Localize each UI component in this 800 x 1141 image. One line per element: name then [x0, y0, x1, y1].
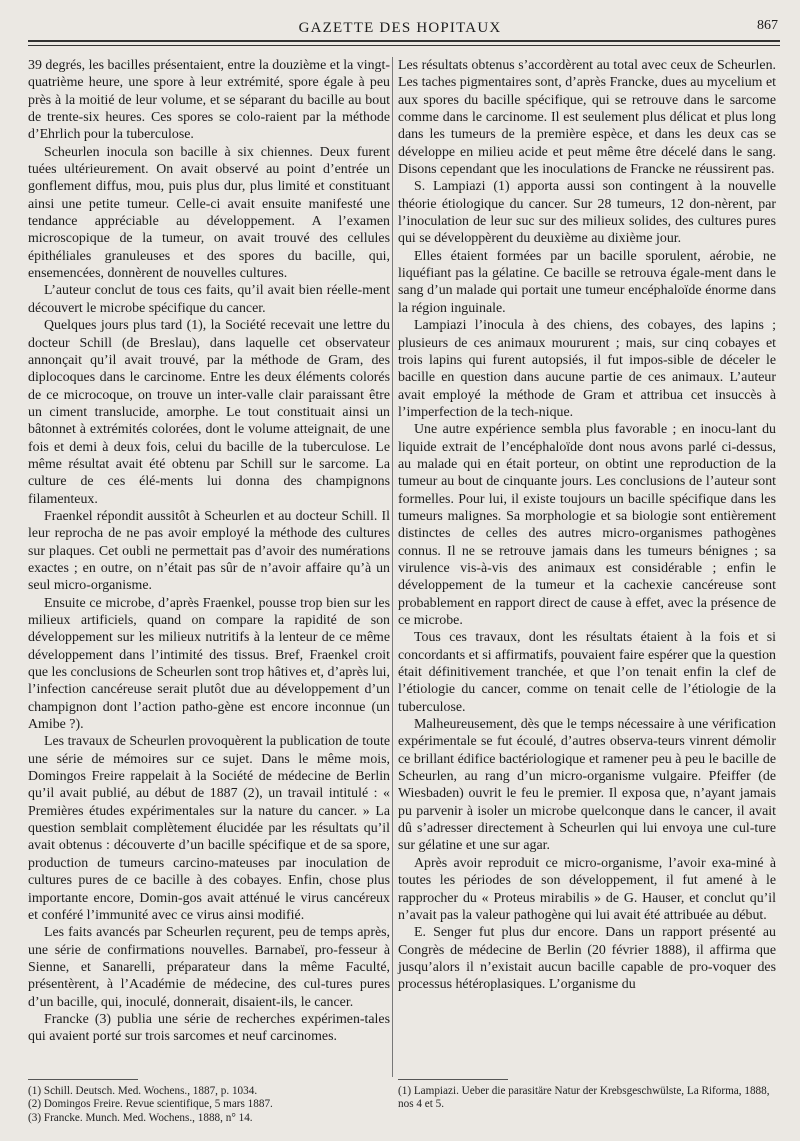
paragraph: S. Lampiazi (1) apporta aussi son contingent à la nouvelle théorie étiologique du cancer. Sur 28 tumeurs, 12 don-nèrent, par l’inoculation de leur suc sur des milieux solides, des cultures pures qui se développèrent du deuxième au dixième jour.: [398, 179, 776, 247]
header-rule-thin: [28, 45, 780, 46]
right-column: [398, 57, 776, 994]
footnote-rule-left: [28, 1079, 138, 1080]
paragraph: Les faits avancés par Scheurlen reçurent, peu de temps après, une série de confirmations nouvelles. Barnabeï, pro-fesseur à Sienne, et Sanarelli, préparateur dans la même Faculté, présentèrent, à l’Académie de médecine, des cul-tures pures d’un bacille, qui, inoculé, donnerait, disaient-ils, le cancer.: [28, 925, 390, 1010]
right-footnotes: [398, 1085, 776, 1112]
left-footnotes: [28, 1085, 388, 1125]
paragraph: Elles étaient formées par un bacille sporulent, aérobie, ne liquéfiant pas la gélatine. Ce bacille se retrouva égale-ment dans le sang d’un malade qui portait une tumeur encéphaloïde énorme dans la région inguinale.: [398, 248, 776, 316]
paragraph: Francke (3) publia une série de recherches expérimen-tales qui avaient porté sur trois sarcomes et neuf carcinomes.: [28, 1011, 390, 1045]
journal-title: GAZETTE DES HOPITAUX: [298, 20, 502, 36]
paragraph: Après avoir reproduit ce micro-organisme, l’avoir exa-miné à toutes les périodes de son développement, il fut amené à le rapprocher du « Proteus mirabilis » de G. Hauser, et conclut qu’il n’avait pas la valeur pathogène qui lui avait été attribuée au début.: [398, 855, 776, 923]
paragraph: Fraenkel répondit aussitôt à Scheurlen et au docteur Schill. Il leur reprocha de ne pas avoir employé la méthode des cultures sur plaques. Cet oubli ne permettait pas d’avoir des numérations exactes ; en outre, on n’était pas sûr de n’avoir affaire qu’à un seul micro-organisme.: [28, 508, 390, 594]
footnote: (2) Domingos Freire. Revue scientifique, 5 mars 1887.: [28, 1098, 273, 1111]
paragraph: Les résultats obtenus s’accordèrent au total avec ceux de Scheurlen. Les taches pigmentaires sont, d’après Francke, dues au mycelium et aux spores du bacille spécifique, qui se retrouve dans le sarcome comme dans le carcinome. Il est seulement plus délicat et plus long dans les tumeurs de la première espèce, et dans les deux cas se développe en milieu acide et peut même être décelé dans le sang. Disons cependant que les inoculations de Francke ne réussirent pas.: [398, 58, 776, 178]
paragraph: Lampiazi l’inocula à des chiens, des cobayes, des lapins ; plusieurs de ces animaux moururent ; mais, sur cinq cobayes et trois lapins qui furent autopsiés, il fut impos-sible de déceler le bacille en question dans aucune partie de ces animaux. L’auteur avait employé la méthode de Gram et attribua cet insuccès à l’imperfection de la tech-nique.: [398, 318, 776, 420]
paragraph: L’auteur conclut de tous ces faits, qu’il avait bien réelle-ment découvert le microbe spécifique du cancer.: [28, 283, 390, 316]
paragraph: Ensuite ce microbe, d’après Fraenkel, pousse trop bien sur les milieux artificiels, quand on compare la rapidité de son développement sur les milieux nutritifs à la lenteur de ce même développement dans l’intimité des tissus. Bref, Fraenkel croit que les conclusions de Scheurlen sont trop hâtives et, d’après lui, l’infection cancéreuse serait plutôt due au développement d’un champignon dont l’action patho-gène est encore inconnue (un Amibe ?).: [28, 595, 390, 733]
paragraph: 39 degrés, les bacilles présentaient, entre la douzième et la vingt-quatrième heure, une spore à leur extrémité, spore égale à peu près à la moitié de leur volume, et se séparant du bacille au bout de trente-six heures. Ces spores se colo-raient par la méthode d’Ehrlich pour la tuberculose.: [28, 58, 390, 143]
left-column: [28, 57, 390, 1046]
paragraph: Scheurlen inocula son bacille à six chiennes. Deux furent tuées ultérieurement. On avait observé au point d’entrée un gonflement diffus, mou, puis plus dur, plus limité et constituant ainsi une petite tumeur. Celle-ci avait ensuite manifesté une tendance appréciable au développement. A l’examen microscopique de la tumeur, on avait trouvé des cellules épithéliales granuleuses et des spores du bacille, qui, ensemencées, donnèrent de nouvelles cultures.: [28, 144, 390, 282]
column-divider: [392, 57, 393, 1077]
paragraph: Tous ces travaux, dont les résultats étaient à la fois et si concordants et si affirmatifs, pouvaient faire espérer que la question était définitivement tranchée, et que l’on tenait enfin la clef de l’étiologie du cancer, comme on tenait celle de l’étiologie de la tuberculose.: [398, 630, 776, 715]
paragraph: Quelques jours plus tard (1), la Société recevait une lettre du docteur Schill (de Breslau), dans laquelle cet observateur annonçait qu’il avait trouvé, par la méthode de Gram, des diplocoques dans le carcinome. Entre les deux éléments colorés de ce microcoque, on trouve un inter-valle clair paraissant être un ciment translucide, amorphe. Le tout constituait ainsi un bâtonnet à extrémités colorées, dont le volume atteignait, de une fois et demi à deux fois, celui du bacille de la tuberculose. Le même résultat avait été obtenu par Schill sur le sarcome. La culture de ces élé-ments lui donna des champignons filamenteux.: [28, 318, 390, 507]
paragraph: Une autre expérience sembla plus favorable ; en inocu-lant du liquide extrait de l’encéphaloïde dont nous avons parlé ci-dessus, au malade qui en était porteur, on obtint une reproduction de la tumeur au bout de cinquante jours. Les conclusions de l’auteur sont formelles. Pour lui, il existe toujours un bacille spécifique dans les tumeurs malignes. Sa morphologie et sa biologie sont entièrement distinctes de celles des autres micro-organismes pathogènes connus. Il ne se retrouve jamais dans les tumeurs bénignes ; sa virulence vis-à-vis des animaux est considérable ; enfin le développement de la tumeur et la cachexie cancéreuse sont probablement en rapport direct de cause à effet, avec la présence de ce microbe.: [398, 422, 776, 628]
footnote: (1) Lampiazi. Ueber die parasitäre Natur der Krebsgeschwülste, La Riforma, 1888, nos 4 et 5.: [398, 1085, 770, 1111]
page-number: 867: [757, 18, 778, 33]
paragraph: Malheureusement, dès que le temps nécessaire à une vérification expérimentale se fut écoulé, d’autres observa-teurs vinrent démolir ce brillant édifice bactériologique et ramener peu à peu le bacille de Scheurlen, au rang d’un micro-organisme vulgaire. Pfeiffer (de Wiesbaden) ouvrit le feu le premier. Il exposa que, n’ayant jamais pu parvenir à isoler un microbe quelconque dans le cancer, il avait dû s’adresser directement à Scheurlen qui lui envoya une cul-ture sur gélatine et une sur agar.: [398, 717, 776, 854]
page-header: [0, 14, 800, 38]
paragraph: E. Senger fut plus dur encore. Dans un rapport présenté au Congrès de médecine de Berlin (20 février 1888), il affirma que jusqu’alors il n’existait aucun bacille capable de pro-voquer des processus hétéroplasiques. L’organisme du: [398, 925, 776, 993]
header-rule-thick: [28, 40, 780, 42]
footnote: (3) Francke. Munch. Med. Wochens., 1888, n° 14.: [28, 1111, 253, 1124]
footnote-rule-right: [398, 1079, 508, 1080]
footnote: (1) Schill. Deutsch. Med. Wochens., 1887, p. 1034.: [28, 1085, 258, 1097]
paragraph: Les travaux de Scheurlen provoquèrent la publication de toute une série de mémoires sur ce sujet. Dans le même mois, Domingos Freire rappelait à la Société de médecine de Berlin qu’il avait publié, au début de 1887 (2), un travail intitulé : « Premières études expérimentales sur la nature du cancer. » La question semblait complètement élucidée par les résultats qu’il avait obtenus : découverte d’un bacille spécifique et de sa spore, production de tumeurs carcino-mateuses par inoculation de cultures pures de ce bacille à des cobayes. Enfin, chose plus importante encore, Domin-gos avait atténué le virus cancéreux et conféré l’immunité avec ce virus ainsi modifié.: [28, 734, 390, 923]
